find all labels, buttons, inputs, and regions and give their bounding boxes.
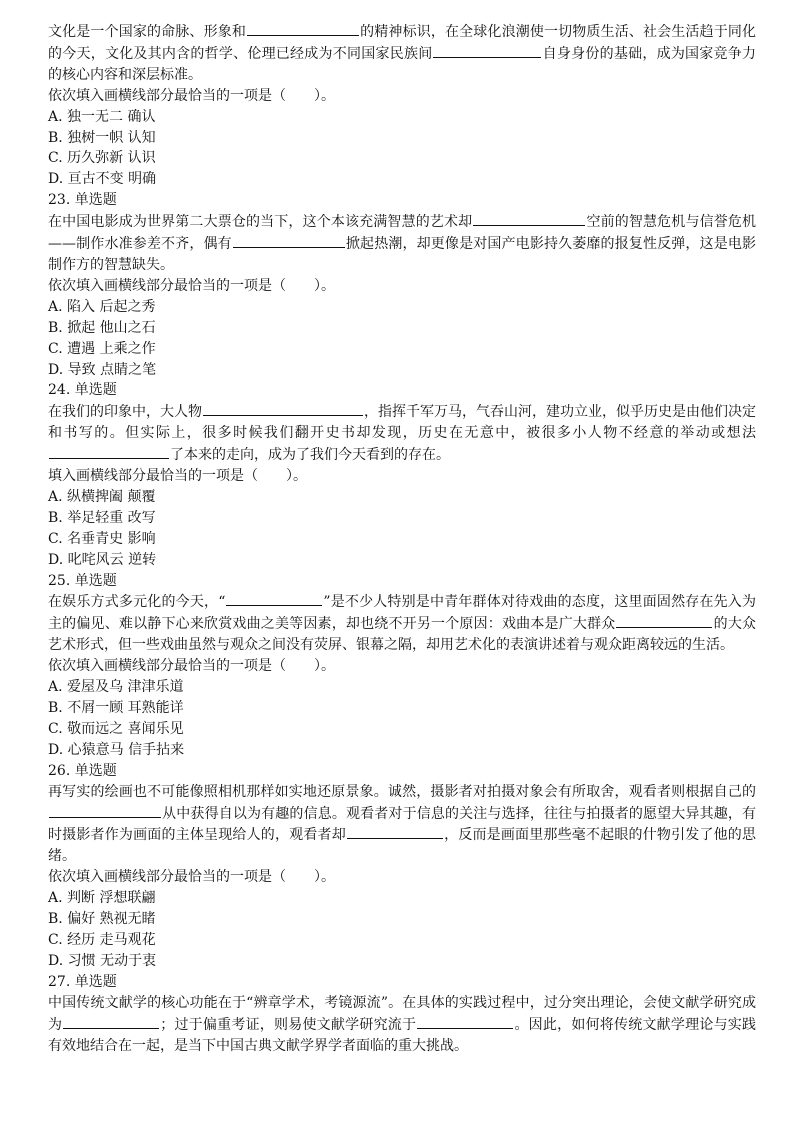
stem-text: 在中国电影成为世界第二大票仓的当下，这个本该充满智慧的艺术却 [48,214,473,231]
question-header: 24. 单选题 [48,382,117,399]
option-a[interactable]: A. 爱屋及乌 津津乐道 [48,679,184,696]
question-24 [48,380,756,570]
answer-blank-1 [226,591,322,606]
stem-text: 。因此，如何将传统文献学理论与实践有效地结合在一起，是当下中国古典文献学界学者面临的重大挑战。 [48,1016,757,1054]
option-c[interactable]: C. 经历 走马观花 [48,931,156,948]
answer-blank-1 [203,401,363,416]
question-prompt: 依次填入画横线部分最恰当的一项是（ ）。 [48,658,335,675]
question-26 [48,761,756,972]
question-header: 27. 单选题 [48,973,117,990]
option-d[interactable]: D. 导致 点睛之笔 [48,361,157,378]
stem-text: 文化是一个国家的命脉、形象和 [48,24,246,40]
option-d[interactable]: D. 习惯 无动于衷 [48,952,157,969]
question-prompt: 依次填入画横线部分最恰当的一项是（ ）。 [48,277,335,294]
question-27 [48,972,756,1057]
question-header: 23. 单选题 [48,192,117,209]
stem-text: 了本来的走向，成为了我们今天看到的存在。 [170,447,450,464]
stem-text: ”是不少人特别是中青年群体对待戏曲的态度，这里面固然存在先入为主的偏见、难以静下心来欣赏戏曲之美等因素，却也绕不开另一个原因：戏曲本是广大群众 [48,594,756,633]
question-prompt: 填入画横线部分最恰当的一项是（ ）。 [48,468,307,485]
option-b[interactable]: B. 偏好 熟视无睹 [48,911,156,928]
question-prompt: 依次填入画横线部分最恰当的一项是（ ）。 [48,87,335,104]
option-c[interactable]: C. 遭遇 上乘之作 [48,340,156,357]
option-d[interactable]: D. 亘古不变 明确 [48,171,157,188]
question-header: 25. 单选题 [48,572,117,589]
question-25-stem [48,591,756,656]
answer-blank-2 [616,613,712,628]
question-header: 26. 单选题 [48,762,117,779]
question-27-stem [48,993,756,1057]
stem-text: 的精神标识，在全球化浪潮使一切物质生活、社会生活趋于同化的今天，文化及其内含的哲学、伦理已经成为不同国家民族间 [48,24,756,62]
option-c[interactable]: C. 名垂青史 影响 [48,530,156,547]
stem-text: 在娱乐方式多元化的今天，“ [48,594,226,611]
answer-blank-2 [49,444,169,459]
question-22 [48,21,756,190]
answer-blank-1 [49,803,161,818]
answer-blank-2 [233,233,345,248]
stem-text: 从中获得自以为有趣的信息。观看者对于信息的关注与选择，往往与拍摄者的愿望大异其趣，有时摄影者作为画面的主体呈现给人的，观看者却 [48,805,756,844]
option-a[interactable]: A. 纵横捭阖 颠覆 [48,488,156,505]
option-a[interactable]: A. 判断 浮想联翩 [48,890,156,907]
option-b[interactable]: B. 掀起 他山之石 [48,319,156,336]
answer-blank-2 [347,824,443,839]
option-a[interactable]: A. 独一无二 确认 [48,108,156,125]
answer-blank-1 [473,211,585,226]
option-b[interactable]: B. 不屑一顾 耳熟能详 [48,700,184,716]
stem-text: 自身身份的基础，成为国家竞争力的核心内容和深层标准。 [48,45,757,83]
question-23 [48,190,756,380]
option-c[interactable]: C. 历久弥新 认识 [48,150,156,167]
stem-text: ；过于偏重考证，则易使文献学研究流于 [160,1016,417,1033]
question-26-stem [48,782,756,868]
stem-text: 中国传统文献学的核心功能在于“辨章学术，考镜源流”。在具体的实践过程中，过分突出理论，会使文献学研究成为 [48,994,756,1033]
question-22-stem [48,21,756,86]
option-d[interactable]: D. 心猿意马 信手拈来 [48,741,185,758]
stem-text: 再写实的绘画也不可能像照相机那样如实地还原景象。诚然，摄影者对拍摄对象会有所取舍，观看者则根据自己的 [48,783,756,800]
option-a[interactable]: A. 陷入 后起之秀 [48,298,156,315]
stem-text: ，反而是画面里那些毫不起眼的什物引发了他的思绪。 [48,827,756,865]
stem-text: 空前的智慧危机与信誉危机——制作水准参差不齐，偶有 [48,214,757,253]
question-prompt: 依次填入画横线部分最恰当的一项是（ ）。 [48,869,335,886]
option-b[interactable]: B. 独树一帜 认知 [48,129,156,146]
stem-text: 掀起热潮，却更像是对国产电影持久萎靡的报复性反弹，这是电影制作方的智慧缺失。 [48,236,757,273]
answer-blank-1 [247,21,359,36]
question-list [48,21,756,1056]
question-25 [48,571,756,761]
question-24-stem [48,401,756,466]
answer-blank-2 [417,1014,513,1029]
option-c[interactable]: C. 敬而远之 喜闻乐见 [48,720,184,737]
option-d[interactable]: D. 叱咤风云 逆转 [48,551,157,568]
answer-blank-2 [433,43,541,58]
question-23-stem [48,211,756,276]
stem-text: 的大众艺术形式，但一些戏曲虽然与观众之间没有荧屏、银幕之隔，却用艺术化的表演讲述着与观众距离较远的生活。 [48,616,757,654]
option-b[interactable]: B. 举足轻重 改写 [48,509,156,526]
stem-text: 在我们的印象中，大人物 [48,404,202,421]
stem-text: ，指挥千军万马，气吞山河，建功立业，似乎历史是由他们决定和书写的。但实际上，很多时候我们翻开史书却发现，历史在无意中，被很多小人物不经意的举动或想法 [48,404,756,442]
answer-blank-1 [63,1014,159,1029]
